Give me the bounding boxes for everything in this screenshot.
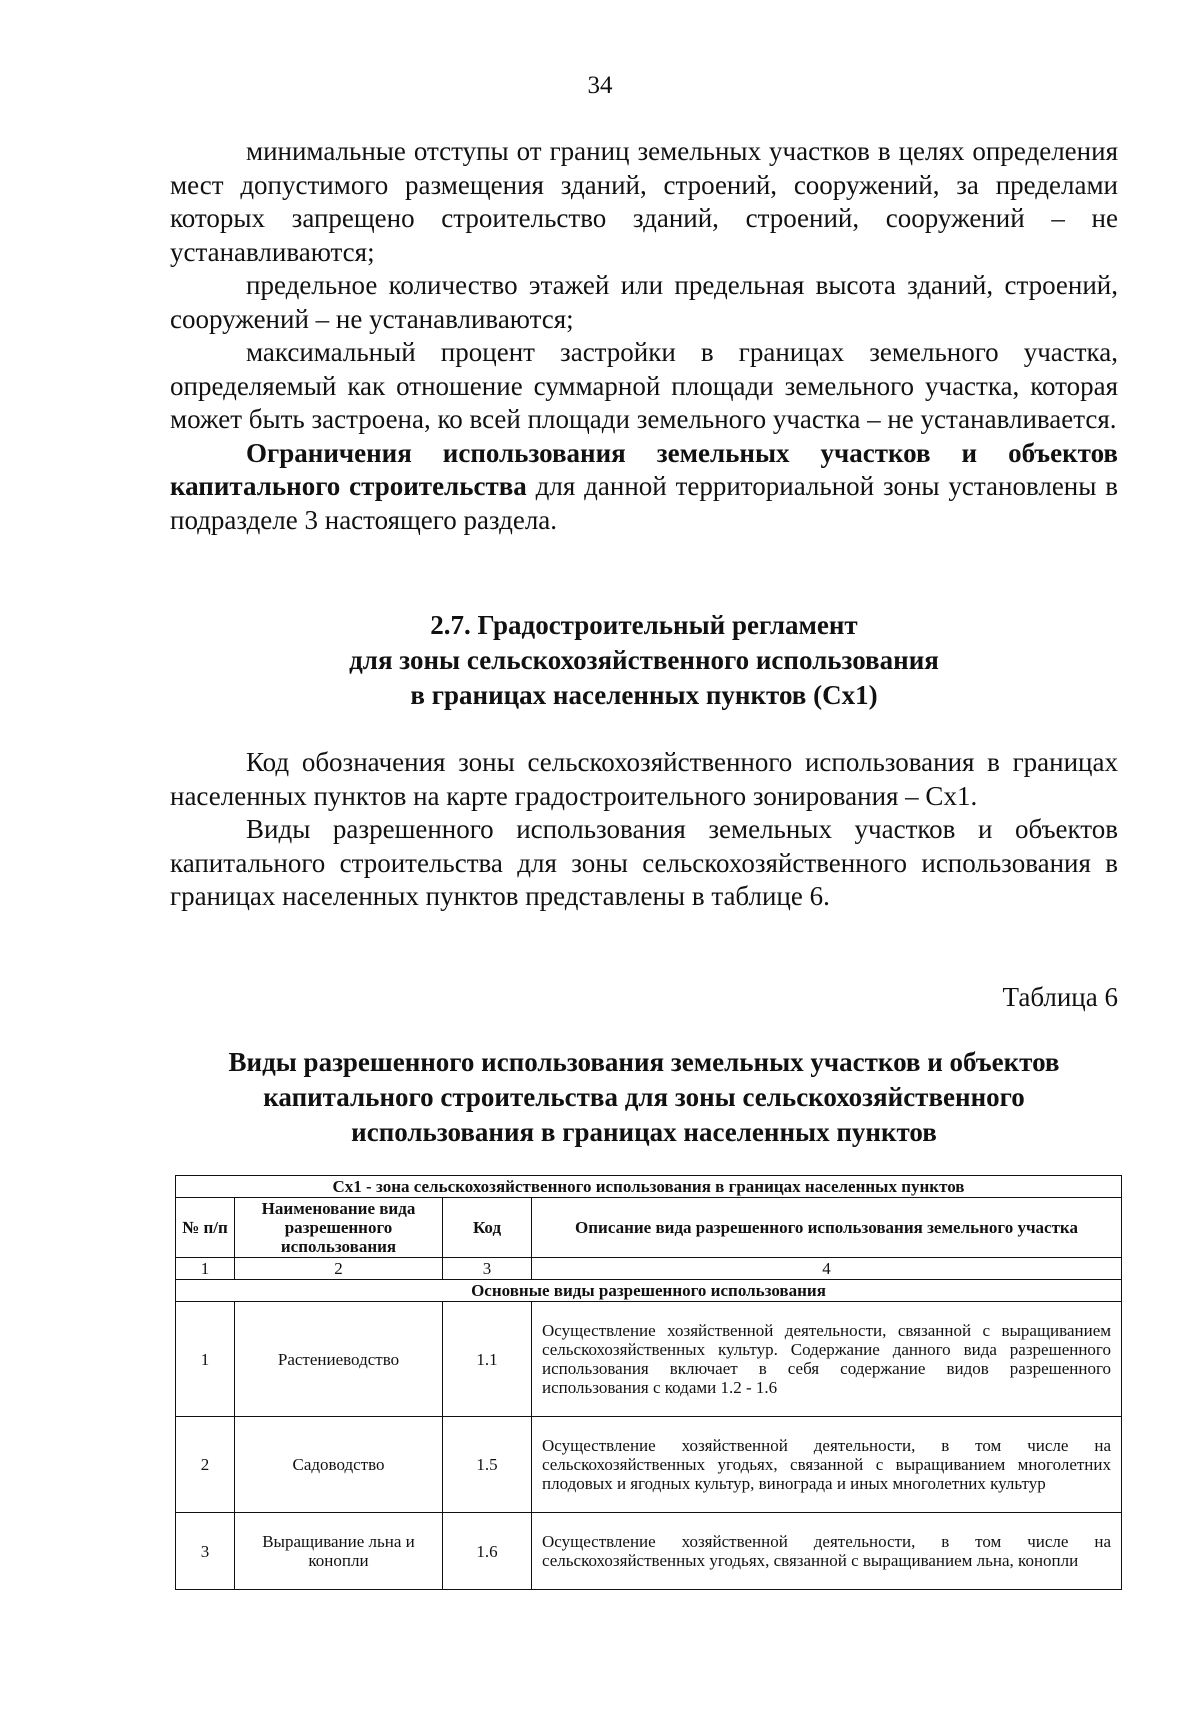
row-desc: Осуществление хозяйственной деятельности, в том числе на сельскохозяйственных угодьях, связанной с выращиванием льна, конопли <box>532 1513 1122 1590</box>
header-desc: Описание вида разрешенного использования земельного участка <box>532 1198 1122 1258</box>
row-name: Выращивание льна и конопли <box>235 1513 443 1590</box>
column-number-row <box>176 1258 1122 1280</box>
row-code: 1.5 <box>443 1417 532 1513</box>
paragraph-coverage: максимальный процент застройки в границах земельного участка, определяемый как отношение суммарной площади земельного участка, которая может быть застроена, ко всей площади земельного участка – не устанавливается. <box>170 337 1118 434</box>
section-row-label: Основные виды разрешенного использования <box>176 1280 1122 1302</box>
table-title-line: капитального строительства для зоны сельскохозяйственного <box>263 1082 1025 1112</box>
col-number: 1 <box>176 1258 235 1280</box>
section-title-line: в границах населенных пунктов (Сх1) <box>410 680 878 710</box>
row-code: 1.6 <box>443 1513 532 1590</box>
row-desc: Осуществление хозяйственной деятельности, в том числе на сельскохозяйственных угодьях, связанной с выращиванием многолетних плодовых и ягодных культур, винограда и иных многолетних культур <box>532 1417 1122 1513</box>
header-name: Наименование вида разрешенного использования <box>235 1198 443 1258</box>
column-header-row <box>176 1198 1122 1258</box>
land-use-table <box>175 1175 1122 1590</box>
row-num: 3 <box>176 1513 235 1590</box>
page-number: 34 <box>587 72 613 99</box>
paragraph-floors: предельное количество этажей или предельная высота зданий, строений, сооружений – не устанавливаются; <box>170 270 1118 334</box>
table-row <box>176 1302 1122 1417</box>
table-row <box>176 1417 1122 1513</box>
table-title-line: Виды разрешенного использования земельных участков и объектов <box>228 1047 1060 1077</box>
table-title-line: использования в границах населенных пунктов <box>351 1117 937 1147</box>
restrictions-bold: Ограничения использования земельных участков и объектов капитального строительства <box>170 437 1118 501</box>
section-row <box>176 1280 1122 1302</box>
table-title <box>170 1045 1118 1150</box>
paragraph-restrictions <box>170 437 1118 538</box>
zone-header: Сх1 - зона сельскохозяйственного использования в границах населенных пунктов <box>176 1176 1122 1198</box>
paragraph-setbacks: минимальные отступы от границ земельных участков в целях определения мест допустимого размещения зданий, строений, сооружений, за пределами которых запрещено строительство зданий, строений, сооружений – не устанавливаются; <box>170 136 1118 267</box>
section-title-line: для зоны сельскохозяйственного использования <box>349 645 939 675</box>
row-num: 2 <box>176 1417 235 1513</box>
col-number: 2 <box>235 1258 443 1280</box>
col-number: 3 <box>443 1258 532 1280</box>
section-title <box>170 608 1118 713</box>
header-num: № п/п <box>176 1198 235 1258</box>
restrictions-rest: для данной территориальной зоны установлены в подразделе 3 настоящего раздела. <box>170 471 1118 535</box>
paragraph-zone-uses: Виды разрешенного использования земельных участков и объектов капитального строительства для зоны сельскохозяйственного использования в границах населенных пунктов представлены в таблице 6. <box>170 814 1118 911</box>
col-number: 4 <box>532 1258 1122 1280</box>
table-label: Таблица 6 <box>1002 982 1118 1012</box>
row-name: Растениеводство <box>235 1302 443 1417</box>
row-name: Садоводство <box>235 1417 443 1513</box>
row-desc: Осуществление хозяйственной деятельности, связанной с выращиванием сельскохозяйственных культур. Содержание данного вида разрешенного использования включает в себя содержание видов разрешенного использования с кодами 1.2 - 1.6 <box>532 1302 1122 1417</box>
paragraph-zone-code: Код обозначения зоны сельскохозяйственного использования в границах населенных пунктов на карте градостроительного зонирования – Сх1. <box>170 747 1118 811</box>
table-row <box>176 1513 1122 1590</box>
section-title-line: 2.7. Градостроительный регламент <box>430 610 858 640</box>
body-text <box>170 135 1118 537</box>
zone-header-row <box>176 1176 1122 1198</box>
zone-text <box>170 746 1118 914</box>
row-code: 1.1 <box>443 1302 532 1417</box>
row-num: 1 <box>176 1302 235 1417</box>
header-code: Код <box>443 1198 532 1258</box>
